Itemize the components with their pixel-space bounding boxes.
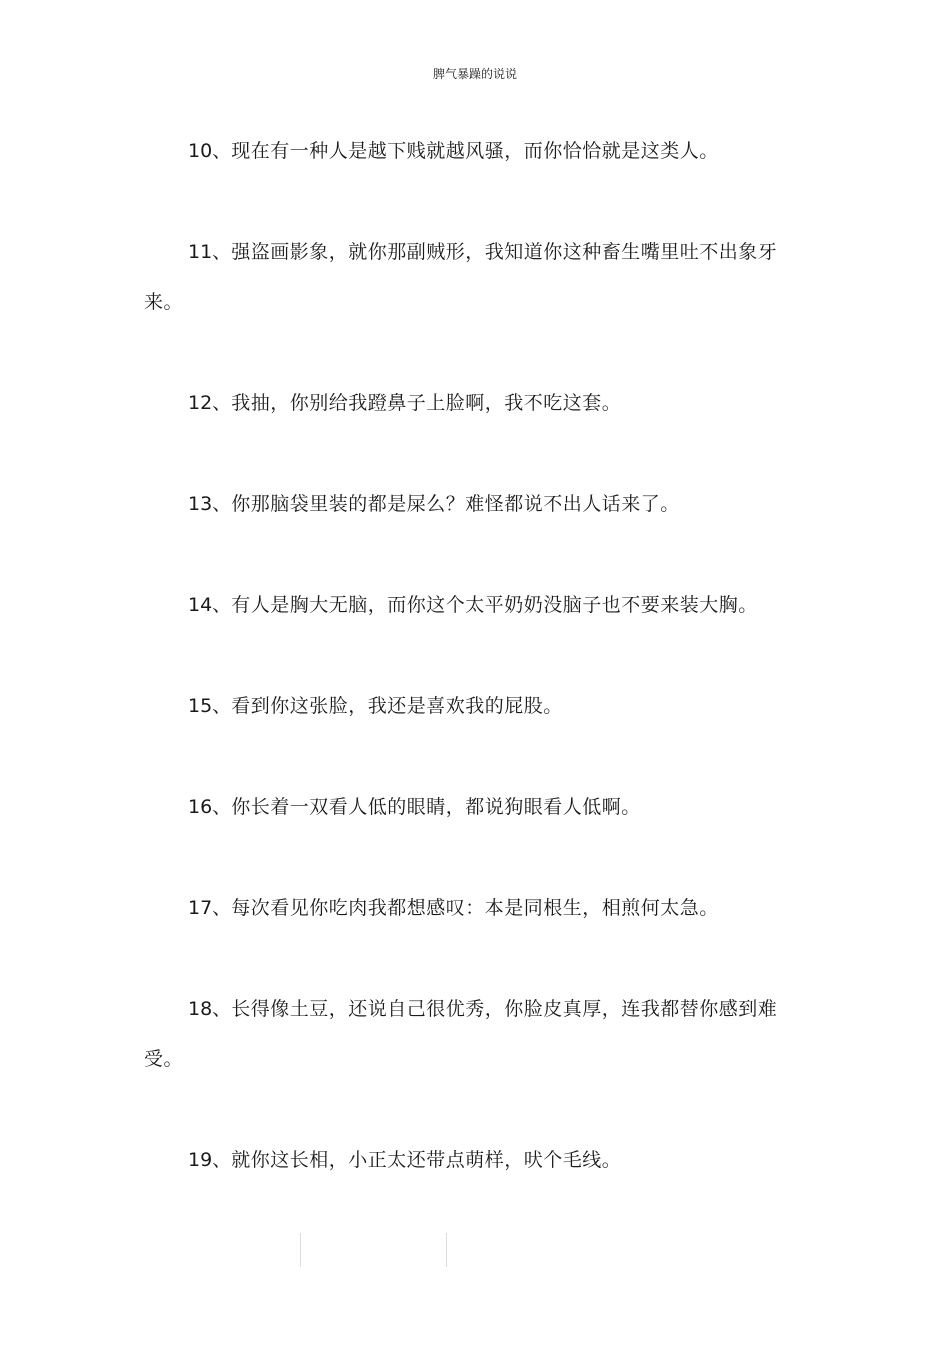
list-item [144, 1135, 794, 1185]
entry-number: 10、 [188, 140, 232, 162]
page-header [0, 66, 950, 82]
entry-text: 就你这长相，小正太还带点萌样，吠个毛线。 [231, 1149, 622, 1171]
entry-text: 每次看见你吃肉我都想感叹：本是同根生，相煎何太急。 [231, 897, 719, 919]
list-item [144, 681, 794, 731]
page-title: 脾气暴躁的说说 [432, 67, 517, 81]
list-item [144, 580, 794, 630]
list-item [144, 227, 794, 327]
entry-number: 14、 [188, 594, 232, 616]
entry-list [144, 126, 794, 1236]
entry-text: 有人是胸大无脑，而你这个太平奶奶没脑子也不要来装大胸。 [231, 594, 758, 616]
entry-number: 13、 [188, 493, 232, 515]
entry-text: 你那脑袋里装的都是屎么？难怪都说不出人话来了。 [231, 493, 680, 515]
entry-number: 17、 [188, 897, 232, 919]
entry-text: 现在有一种人是越下贱就越风骚，而你恰恰就是这类人。 [231, 140, 719, 162]
list-item [144, 378, 794, 428]
entry-number: 12、 [188, 392, 232, 414]
entry-text: 你长着一双看人低的眼睛，都说狗眼看人低啊。 [231, 796, 641, 818]
list-item [144, 479, 794, 529]
entry-text: 强盗画影象，就你那副贼形，我知道你这种畜生嘴里吐不出象牙来。 [144, 241, 778, 313]
footer-divider [300, 1233, 301, 1267]
footer-divider [446, 1233, 447, 1267]
entry-number: 18、 [188, 998, 232, 1020]
entry-number: 15、 [188, 695, 232, 717]
entry-number: 19、 [188, 1149, 232, 1171]
entry-text: 我抽，你别给我蹬鼻子上脸啊，我不吃这套。 [231, 392, 622, 414]
entry-number: 16、 [188, 796, 232, 818]
list-item [144, 126, 794, 176]
entry-text: 看到你这张脸，我还是喜欢我的屁股。 [231, 695, 563, 717]
list-item [144, 782, 794, 832]
list-item [144, 984, 794, 1084]
entry-number: 11、 [188, 241, 232, 263]
entry-text: 长得像土豆，还说自己很优秀，你脸皮真厚，连我都替你感到难受。 [144, 998, 778, 1070]
list-item [144, 883, 794, 933]
